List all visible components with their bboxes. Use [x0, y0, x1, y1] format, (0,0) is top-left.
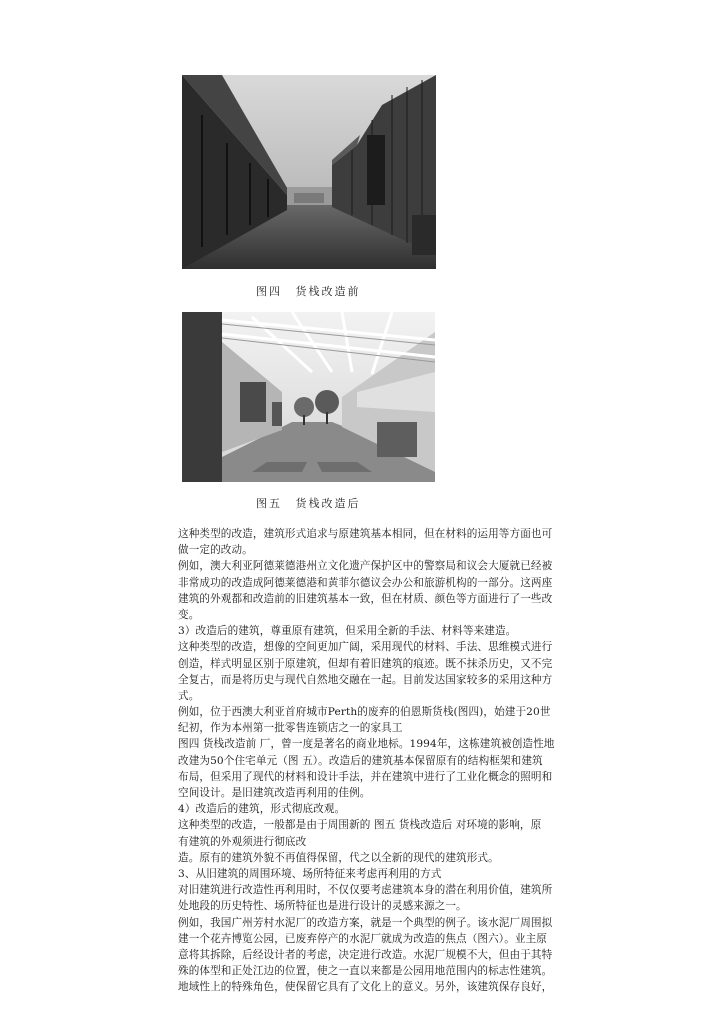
body-line: 非常成功的改造成阿德莱德港和黄菲尔德议会办公和旅游机构的一部分。这两座 — [178, 576, 553, 589]
body-line: 处地段的历史特性、场所特征也是进行设计的灵感来源之一。 — [178, 900, 467, 913]
body-line: 图四 货栈改造前 厂，曾一度是著名的商业地标。1994年，这栋建筑被创造性地 — [178, 738, 555, 751]
body-line: 建筑的外观都和改造前的旧建筑基本一致，但在材质、颜色等方面进行了一些改 — [178, 592, 553, 605]
figure-5-caption — [256, 495, 369, 511]
body-text — [178, 526, 630, 995]
body-line: 全复古，而是将历史与现代自然地交融在一起。目前发达国家较多的采用这种方 — [178, 673, 553, 686]
body-line: 有建筑的外观须进行彻底改 — [178, 835, 307, 848]
body-line: 对旧建筑进行改造性再利用时，不仅仅要考虑建筑本身的潜在利用价值，建筑所 — [178, 884, 553, 897]
body-line: 空间设计。是旧建筑改造再利用的佳例。 — [178, 787, 371, 799]
body-line: 例如，澳大利亚阿德莱德港州立文化遗产保护区中的警察局和议会大厦就已经被 — [178, 560, 553, 573]
body-line: 纪初，作为本州第一批零售连锁店之一的家具工 — [178, 722, 403, 735]
body-line: 式。 — [178, 689, 200, 702]
body-line: 这种类型的改造，一般都是由于周围新的 图五 货栈改造后 对环境的影响，原 — [178, 819, 542, 832]
body-line: 例如，我国广州芳村水泥厂的改造方案，就是一个典型的例子。该水泥厂周围拟 — [178, 916, 553, 929]
body-line: 3、从旧建筑的周围环境、场所特征来考虑再利用的方式 — [178, 867, 442, 880]
body-line: 变。 — [178, 608, 200, 621]
body-line: 布局，但采用了现代的材料和设计手法，并在建筑中进行了工业化概念的照明和 — [178, 770, 553, 783]
figure-5-number: 图五 — [256, 497, 282, 510]
body-line: 这种类型的改造，想像的空间更加广阔，采用现代的材料、手法、思维模式进行 — [178, 641, 553, 654]
body-line: 殊的体型和正处江边的位置，使之一直以来都是公园用地范围内的标志性建筑。 — [178, 965, 553, 978]
body-line: 做一定的改动。 — [178, 544, 253, 557]
body-line: 例如，位于西澳大利亚首府城市Perth的废弃的伯恩斯货栈(图四)，始建于20世 — [178, 706, 551, 719]
photo-after-drawing — [182, 312, 435, 482]
photo-warehouse-after — [182, 312, 435, 482]
figure-4-title: 货栈改造前 — [295, 285, 361, 298]
photo-before-drawing — [182, 75, 436, 269]
body-line: 这种类型的改造，建筑形式追求与原建筑基本相同，但在材料的运用等方面也可 — [178, 528, 553, 540]
figure-5-title: 货栈改造后 — [295, 497, 361, 510]
photo-warehouse-before — [182, 75, 436, 269]
body-line: 3）改造后的建筑，尊重原有建筑，但采用全新的手法、材料等来建造。 — [178, 625, 517, 638]
body-line: 创造，样式明显区别于原建筑，但却有着旧建筑的痕迹。既不抹杀历史，又不完 — [178, 657, 553, 670]
body-line: 造。原有的建筑外貌不再值得保留，代之以全新的现代的建筑形式。 — [178, 851, 499, 864]
body-line: 4）改造后的建筑，形式彻底改观。 — [178, 803, 346, 816]
body-line: 改建为50个住宅单元（图 五）。改造后的建筑基本保留原有的结构框架和建筑 — [178, 754, 543, 767]
body-line: 建一个花卉博览公园，已废弃停产的水泥厂就成为改造的焦点（图六）。业主原 — [178, 932, 547, 945]
body-line: 意将其拆除，后经设计者的考虑，决定进行改造。水泥厂规模不大，但由于其特 — [178, 948, 553, 961]
figure-4-caption — [256, 283, 369, 299]
figure-4-number: 图四 — [256, 285, 282, 298]
body-line: 地域性上的特殊角色，使保留它具有了文化上的意义。另外，该建筑保存良好， — [178, 981, 553, 994]
